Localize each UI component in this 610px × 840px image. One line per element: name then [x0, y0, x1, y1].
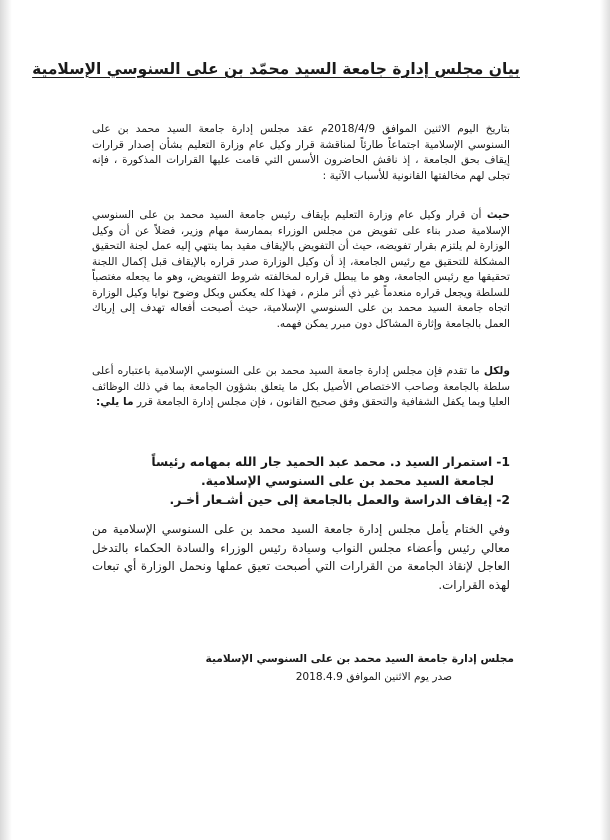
paragraph-decision-lead: ولكل [483, 365, 510, 377]
decision-text: استمرار السيد د. محمد عبد الحميد جار الله بمهامه رئيساً [151, 454, 493, 469]
document-title: بيان مجلس إدارة جامعة السيد محمّد بن على السنوسي الإسلامية [32, 60, 520, 78]
decision-number: 1- [496, 454, 510, 469]
signature-block [92, 650, 514, 686]
decision-continuation: لجامعة السيد محمد بن على السنوسي الإسلامية. [200, 473, 494, 488]
decision-text: إيقاف الدراسة والعمل بالجامعة إلى حين أشـعار أخـر. [169, 492, 493, 507]
paragraph-decision-body: ما تقدم فإن مجلس إدارة جامعة السيد محمد بن على السنوسي الإسلامية باعتباره أعلى سلطة بالجامعة وصاحب الاختصاص الأصيل بكل ما يتعلق بشؤون الجامعة بما في ذلك الوظائف العليا وبما يكفل الشفافية والتحقق وفق صحيح القانون ، فإن مجلس إدارة الجامعة قرر [92, 365, 510, 408]
decision-item [92, 490, 510, 509]
paragraph-decision-end: ما يلي: [96, 396, 134, 408]
decisions-list [92, 452, 510, 509]
paragraph-reasons [92, 208, 510, 332]
signature-name: مجلس إدارة جامعة السيد محمد بن على السنوسي الإسلامية [205, 653, 514, 665]
paragraph-reasons-body: أن قرار وكيل عام وزارة التعليم بإيقاف رئيس جامعة السيد محمد بن على السنوسي الإسلامية صدر بناء على تفويض من مجلس الوزراء بممارسة مهام وزير، فضلاً عن أن وكيل الوزارة لم يلتزم بقرار تفويضه، حيث أن التفويض بالإيقاف مقيد بما ينتهي إليه عمل لجنة التحقيق المشكلة للتحقيق مع رئيس الجامعة، إذ أن وكيل الوزارة صدر قراره بالإيقاف قبل إكمال اللجنة تحقيقها مع رئيس الجامعة، وهو ما يبطل قراره لمخالفته شروط التفويض، وهو ما يجعله مغتصباً للسلطة ويجعل قراره منعدماً غير ذي أثر ملزم ، فهذا كله يعكس وبكل وضوح نوايا وكيل الوزارة اتجاه جامعة السيد محمد بن على السنوسي الإسلامية، حيث أصبحت أفعاله تهدف إلى إرباك العمل بالجامعة وإثارة المشاكل دون مبرر يمكن فهمه. [92, 209, 510, 330]
paragraph-closing: وفي الختام يأمل مجلس إدارة جامعة السيد محمد بن على السنوسي الإسلامية من معالي رئيس وأعضاء مجلس النواب وسيادة رئيس الوزراء والسادة الحكماء بالتدخل العاجل لإنقاذ الجامعة من القرارات التي أصبحت تعيق عملها ونحمل الوزارة أي تبعات لهذه القرارات. [92, 522, 510, 592]
scan-shadow-left [0, 0, 12, 840]
paragraph-intro: بتاريخ اليوم الاثنين الموافق 2018/4/9م عقد مجلس إدارة جامعة السيد محمد بن على السنوسي الإسلامية اجتماعاً طارئاً لمناقشة قرار وكيل عام وزارة التعليم بشأن إصدار قرارات إيقاف بحق الجامعة ، إذ ناقش الحاضرون الأسس التي قامت عليها القرارات المذكورة ، فإنه تجلى لهم مخالفتها القانونية للأسباب الآتية : [92, 123, 510, 182]
paragraph-decision-intro [92, 364, 510, 411]
signature-date: صدر يوم الاثنين الموافق 2018.4.9 [295, 671, 452, 683]
scan-shadow-right [600, 0, 610, 840]
decision-item [92, 452, 510, 471]
paragraph-reasons-lead: حيث [486, 209, 510, 221]
decision-number: 2- [496, 492, 510, 507]
